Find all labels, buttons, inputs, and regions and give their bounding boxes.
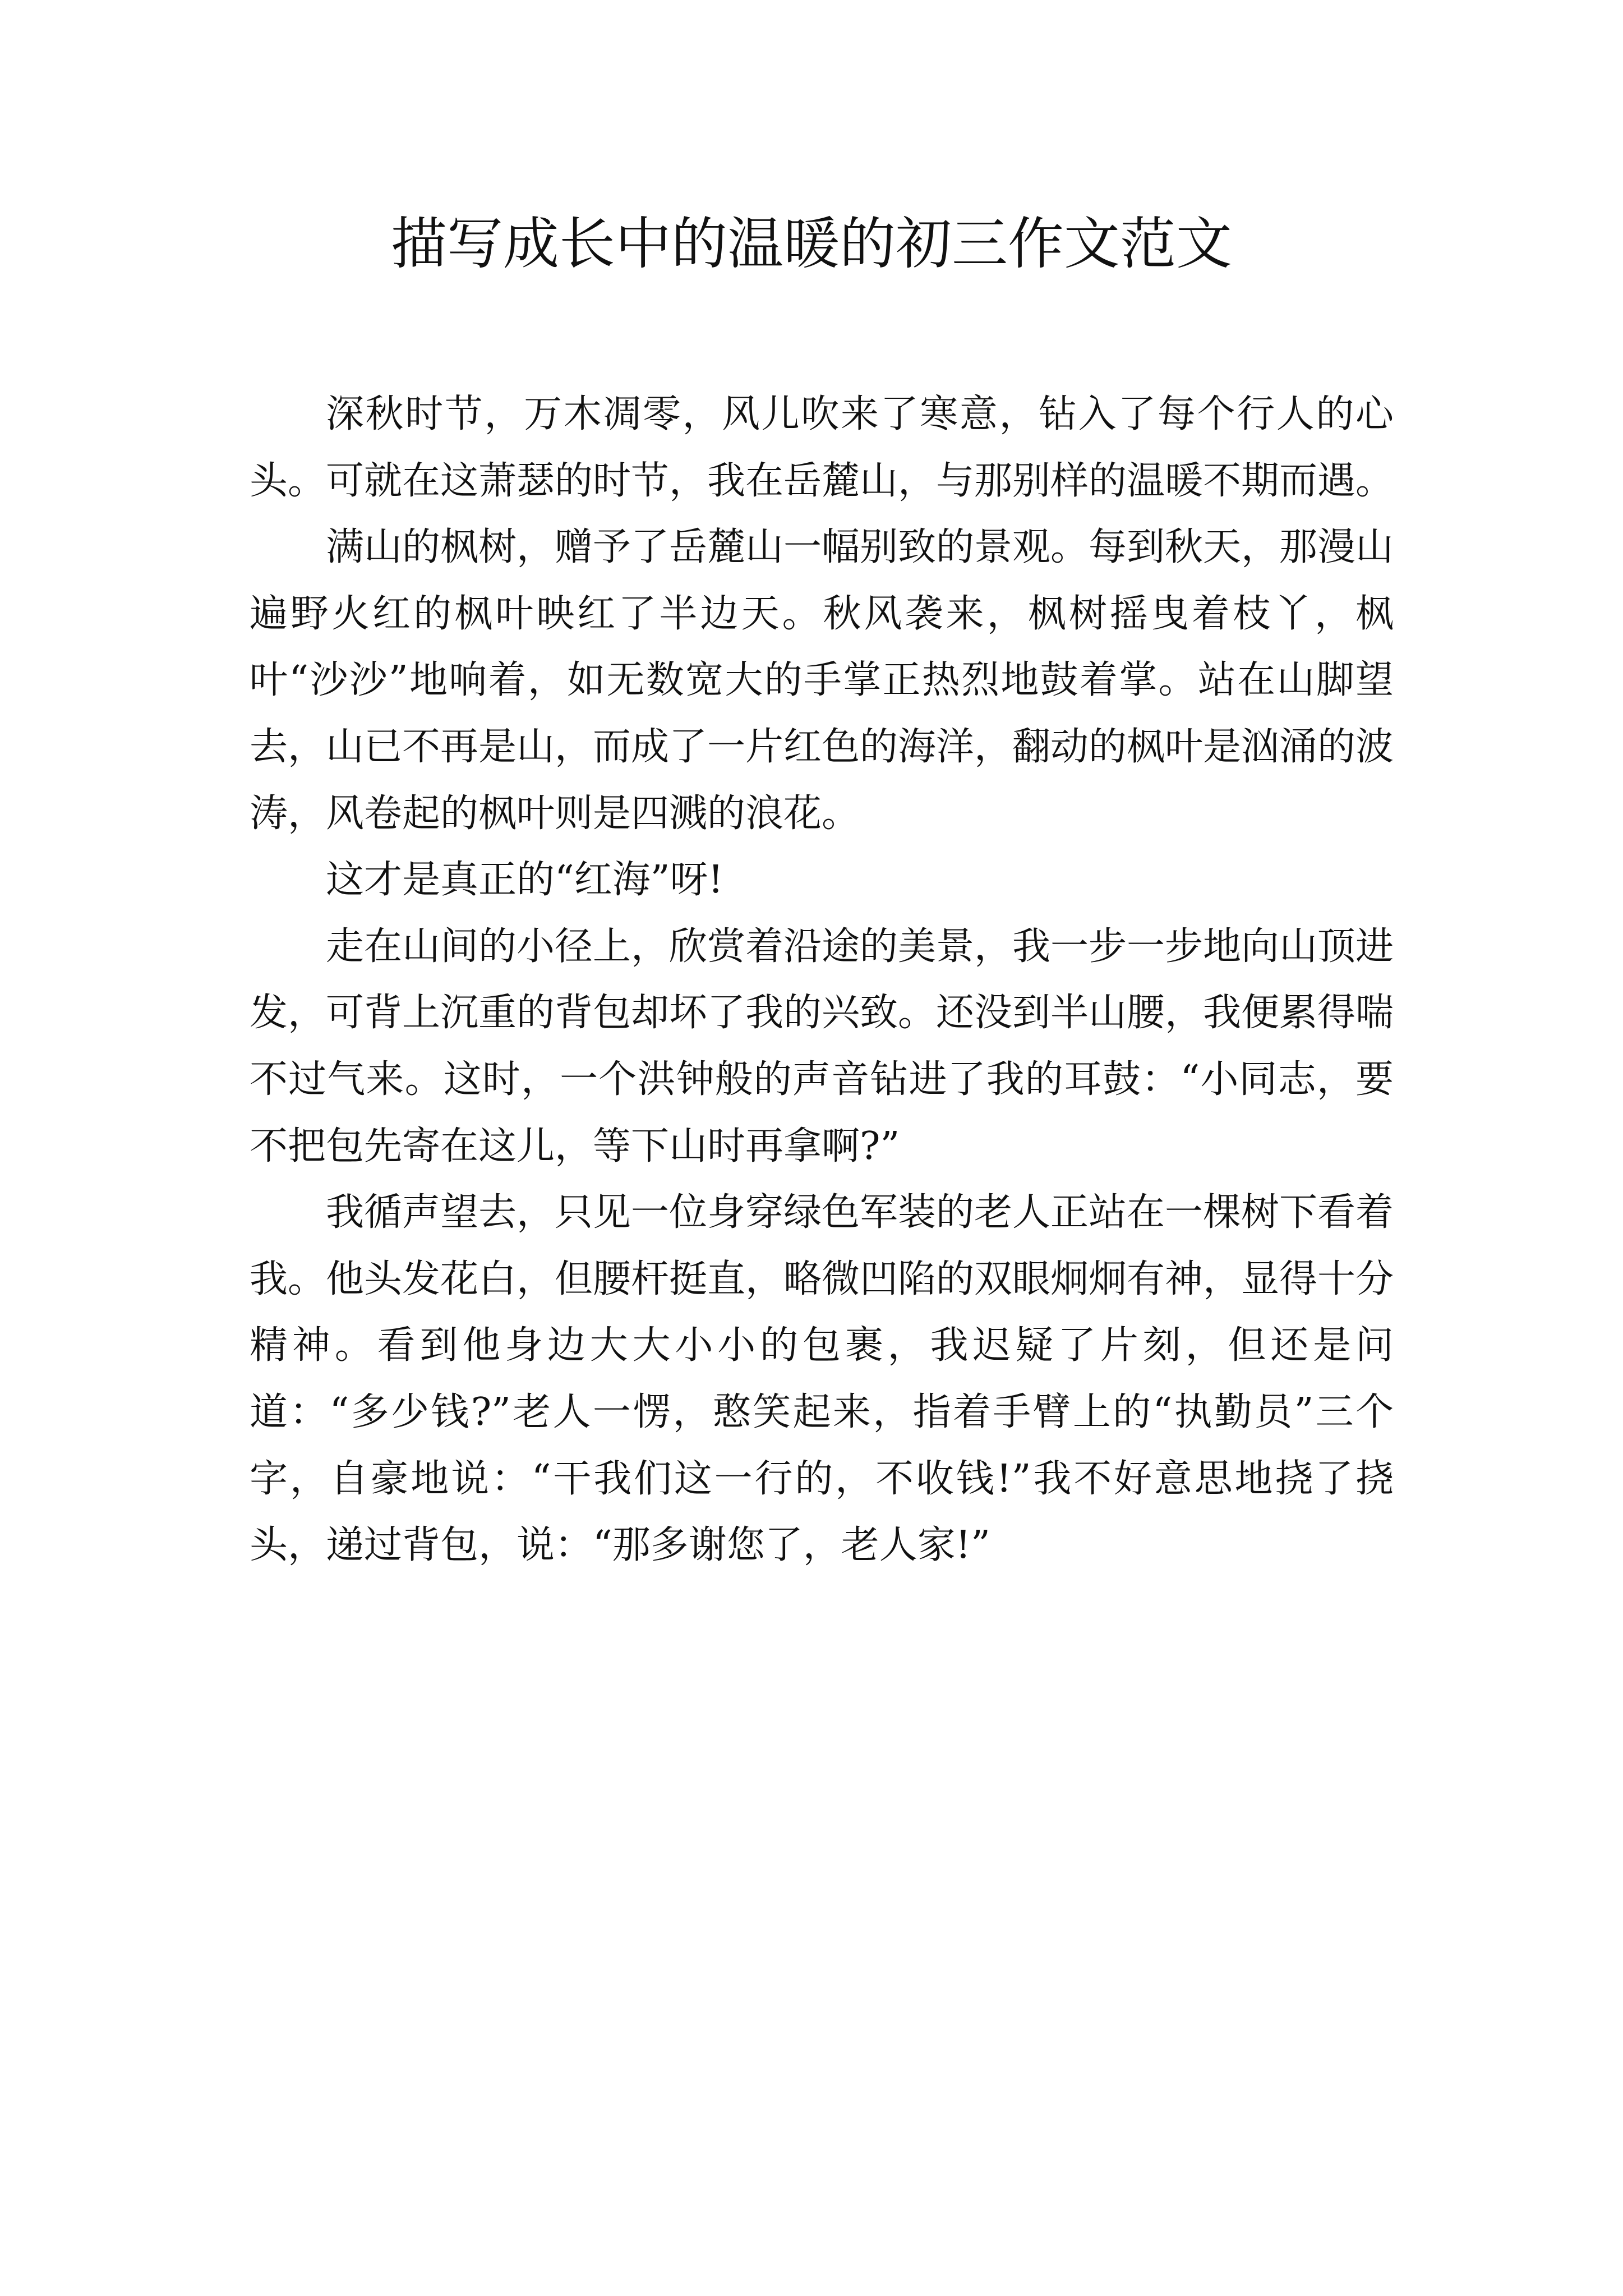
paragraph: 我循声望去，只见一位身穿绿色军装的老人正站在一棵树下看着我。他头发花白，但腰杆挺直，略微凹陷的双眼炯炯有神，显得十分精神。看到他身边大大小小的包裹，我迟疑了片刻，但还是问道：“多少钱?”老人一愣，憨笑起来，指着手臂上的“执勤员”三个字，自豪地说：“干我们这一行的，不收钱!”我不好意思地挠了挠头，递过背包，说：“那多谢您了，老人家!”	[250, 1190, 1394, 1568]
paragraph: 满山的枫树，赠予了岳麓山一幅别致的景观。每到秋天，那漫山遍野火红的枫叶映红了半边天。秋风袭来，枫树摇曳着枝丫，枫叶“沙沙”地响着，如无数宽大的手掌正热烈地鼓着掌。站在山脚望去，山已不再是山，而成了一片红色的海洋，翻动的枫叶是汹涌的波涛，风卷起的枫叶则是四溅的浪花。	[250, 525, 1394, 836]
paragraph: 走在山间的小径上，欣赏着沿途的美景，我一步一步地向山顶进发，可背上沉重的背包却坏了我的兴致。还没到半山腰，我便累得喘不过气来。这时，一个洪钟般的声音钻进了我的耳鼓：“小同志，要不把包先寄在这儿，等下山时再拿啊?”	[250, 924, 1394, 1168]
document-title: 描写成长中的温暖的初三作文范文	[391, 211, 1232, 277]
paragraph: 这才是真正的“红海”呀!	[326, 858, 723, 903]
paragraph: 深秋时节，万木凋零，风儿吹来了寒意，钻入了每个行人的心头。可就在这萧瑟的时节，我在岳麓山，与那别样的温暖不期而遇。	[250, 392, 1394, 503]
document-body	[250, 381, 1394, 1579]
